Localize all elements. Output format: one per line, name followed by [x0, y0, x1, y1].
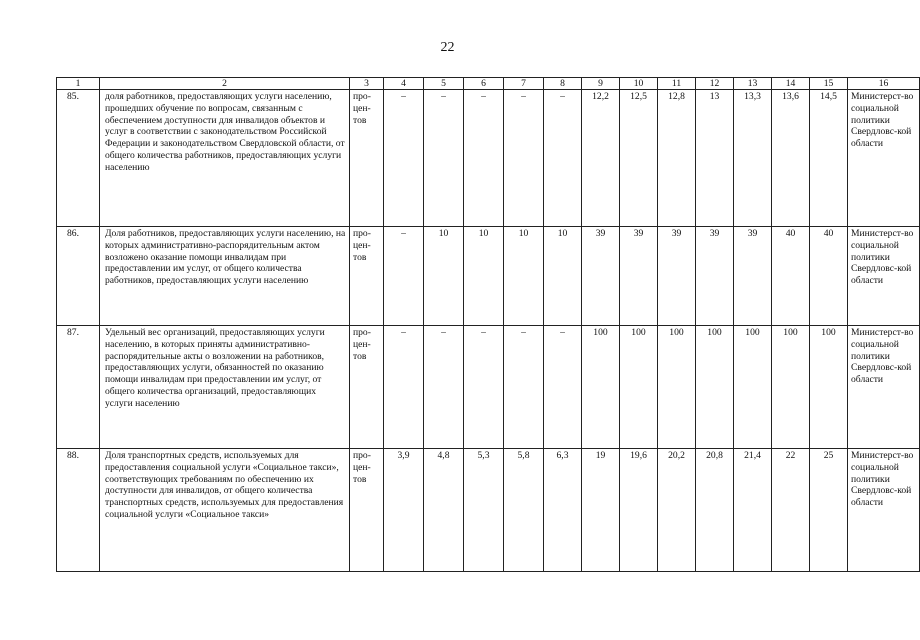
table-row	[57, 90, 920, 227]
value-cell: –	[464, 326, 504, 449]
value-cell: 20,8	[696, 449, 734, 572]
unit-cell: про-цен-тов	[350, 90, 384, 227]
value-cell: –	[464, 90, 504, 227]
indicator-name: Удельный вес организаций, предоставляющих услуги населению, в которых приняты административно-распорядительные акты о возложении на работников, предоставляющих услуги, обязанностей по оказанию помощи инвалидам при предоставлении им услуг, от общего количества организаций, предоставляющих услуги населению	[100, 326, 350, 449]
value-cell: 5,3	[464, 449, 504, 572]
value-cell: 19	[582, 449, 620, 572]
value-cell: 10	[464, 227, 504, 326]
value-cell: 100	[658, 326, 696, 449]
value-cell: 100	[620, 326, 658, 449]
value-cell: 12,8	[658, 90, 696, 227]
value-cell: 100	[810, 326, 848, 449]
indicator-name: Доля работников, предоставляющих услуги населению, на которых административно-распорядительным актом возложено оказание помощи инвалидам при предоставлении им услуг, от общего количества работников, предоставляющих услуги населению	[100, 227, 350, 326]
value-cell: 100	[734, 326, 772, 449]
value-cell: 39	[582, 227, 620, 326]
column-header: 14	[772, 78, 810, 90]
value-cell: 39	[620, 227, 658, 326]
value-cell: –	[384, 227, 424, 326]
value-cell: –	[504, 90, 544, 227]
column-header: 12	[696, 78, 734, 90]
value-cell: 100	[582, 326, 620, 449]
column-header: 16	[848, 78, 920, 90]
value-cell: 13,6	[772, 90, 810, 227]
value-cell: 12,5	[620, 90, 658, 227]
column-header: 1	[57, 78, 100, 90]
value-cell: 25	[810, 449, 848, 572]
column-header: 9	[582, 78, 620, 90]
indicator-name: Доля транспортных средств, используемых для предоставления социальной услуги «Социальное такси», соответствующих требованиям по обеспечению их доступности для инвалидов, от общего количества транспортных средств, используемых для предоставления социальной услуги «Социальное такси»	[100, 449, 350, 572]
value-cell: 100	[772, 326, 810, 449]
indicators-table	[56, 77, 920, 572]
value-cell: 21,4	[734, 449, 772, 572]
column-header: 2	[100, 78, 350, 90]
row-number: 87.	[57, 326, 100, 449]
row-number: 88.	[57, 449, 100, 572]
responsible-cell: Министерст-во социальной политики Свердловс-кой области	[848, 90, 920, 227]
responsible-cell: Министерст-во социальной политики Свердловс-кой области	[848, 227, 920, 326]
value-cell: 4,8	[424, 449, 464, 572]
table-row	[57, 227, 920, 326]
value-cell: 39	[696, 227, 734, 326]
indicator-name: доля работников, предоставляющих услуги населению, прошедших обучение по вопросам, связанным с обеспечением доступности для инвалидов объектов и услуг в соответствии с законодательством Российской Федерации и законодательством Свердловской области, от общего количества работников, предоставляющих услуги населению	[100, 90, 350, 227]
value-cell: 13,3	[734, 90, 772, 227]
value-cell: –	[544, 326, 582, 449]
column-header: 7	[504, 78, 544, 90]
value-cell: –	[504, 326, 544, 449]
header-row	[57, 78, 920, 90]
value-cell: 10	[544, 227, 582, 326]
row-number: 86.	[57, 227, 100, 326]
value-cell: 10	[424, 227, 464, 326]
value-cell: 12,2	[582, 90, 620, 227]
value-cell: –	[424, 90, 464, 227]
column-header: 4	[384, 78, 424, 90]
value-cell: 100	[696, 326, 734, 449]
column-header: 8	[544, 78, 582, 90]
row-number: 85.	[57, 90, 100, 227]
value-cell: 13	[696, 90, 734, 227]
value-cell: 5,8	[504, 449, 544, 572]
column-header: 15	[810, 78, 848, 90]
value-cell: 14,5	[810, 90, 848, 227]
value-cell: –	[424, 326, 464, 449]
unit-cell: про-цен-тов	[350, 449, 384, 572]
page-number: 22	[440, 40, 455, 55]
column-header: 3	[350, 78, 384, 90]
unit-cell: про-цен-тов	[350, 326, 384, 449]
column-header: 10	[620, 78, 658, 90]
responsible-cell: Министерст-во социальной политики Свердловс-кой области	[848, 326, 920, 449]
value-cell: 39	[734, 227, 772, 326]
column-header: 6	[464, 78, 504, 90]
column-header: 13	[734, 78, 772, 90]
value-cell: 22	[772, 449, 810, 572]
value-cell: 40	[810, 227, 848, 326]
unit-cell: про-цен-тов	[350, 227, 384, 326]
responsible-cell: Министерст-во социальной политики Свердловс-кой области	[848, 449, 920, 572]
value-cell: 39	[658, 227, 696, 326]
table-row	[57, 449, 920, 572]
value-cell: 40	[772, 227, 810, 326]
value-cell: 6,3	[544, 449, 582, 572]
table-row	[57, 326, 920, 449]
value-cell: 10	[504, 227, 544, 326]
column-header: 5	[424, 78, 464, 90]
column-header: 11	[658, 78, 696, 90]
value-cell: 3,9	[384, 449, 424, 572]
value-cell: –	[384, 326, 424, 449]
value-cell: –	[384, 90, 424, 227]
value-cell: 20,2	[658, 449, 696, 572]
value-cell: –	[544, 90, 582, 227]
value-cell: 19,6	[620, 449, 658, 572]
